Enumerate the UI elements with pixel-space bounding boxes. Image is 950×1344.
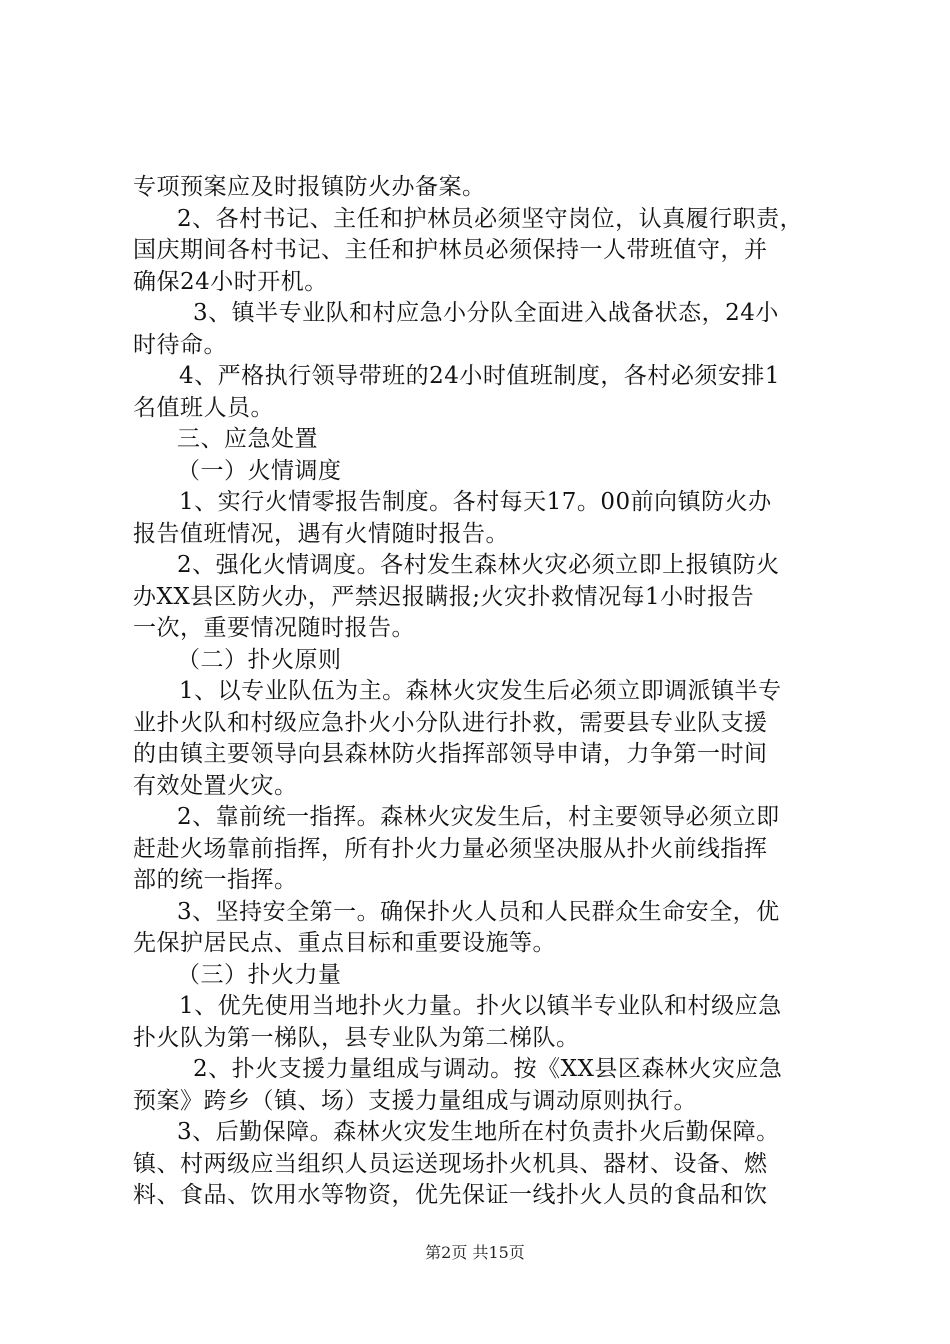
text-line: 报告值班情况，遇有火情随时报告。 [133,520,509,547]
text-line: 有效处置火灾。 [133,772,298,799]
text-line: 三、应急处置 [177,426,318,452]
text-line: 2、各村书记、主任和护林员必须坚守岗位，认真履行职责， [177,205,804,232]
text-line: 扑火队为第一梯队，县专业队为第二梯队。 [133,1024,580,1051]
text-line: 2、靠前统一指挥。森林火灾发生后，村主要领导必须立即 [177,804,780,830]
text-line: （三）扑火力量 [177,961,342,988]
page-footer: 第2页 共15页 [425,1243,525,1262]
text-line: 先保护居民点、重点目标和重要设施等。 [133,930,556,956]
text-line: 业扑火队和村级应急扑火小分队进行扑救，需要县专业队支援 [133,709,768,736]
text-line: 时待命。 [133,331,227,358]
text-line: 1、优先使用当地扑火力量。扑火以镇半专业队和村级应急 [179,993,782,1019]
text-line: 一次，重要情况随时报告。 [133,615,415,641]
text-line: 确保24小时开机。 [133,268,328,295]
text-line: 3、坚持安全第一。确保扑火人员和人民群众生命安全，优 [177,898,780,925]
text-line: 赶赴火场靠前指挥，所有扑火力量必须坚决服从扑火前线指挥 [133,835,768,862]
text-line: 料、食品、饮用水等物资，优先保证一线扑火人员的食品和饮 [133,1182,768,1208]
text-line: 办XX县区防火办，严禁迟报瞒报;火灾扑救情况每1小时报告 [133,583,755,610]
text-line: 1、实行火情零报告制度。各村每天17。00前向镇防火办 [179,489,772,515]
text-line: 镇、村两级应当组织人员运送现场扑火机具、器材、设备、燃 [133,1150,768,1177]
text-line: 2、扑火支援力量组成与调动。按《XX县区森林火灾应急 [193,1056,783,1082]
text-line: 2、强化火情调度。各村发生森林火灾必须立即上报镇防火 [177,552,780,578]
text-line: （二）扑火原则 [177,646,342,673]
text-line: 预案》跨乡（镇、场）支援力量组成与调动原则执行。 [133,1087,697,1114]
text-line: 1、以专业队伍为主。森林火灾发生后必须立即调派镇半专 [179,678,782,704]
text-line: 4、严格执行领导带班的24小时值班制度，各村必须安排1 [179,363,781,389]
document-body [133,172,833,1212]
text-line: 国庆期间各村书记、主任和护林员必须保持一人带班值守，并 [133,237,768,263]
text-line: 名值班人员。 [133,394,274,421]
text-line: 3、后勤保障。森林火灾发生地所在村负责扑火后勤保障。 [177,1119,780,1145]
text-line: 的由镇主要领导向县森林防火指挥部领导申请，力争第一时间 [133,741,768,767]
text-line: （一）火情调度 [177,457,342,484]
text-line: 部的统一指挥。 [133,867,298,893]
text-line: 专项预案应及时报镇防火办备案。 [133,174,486,200]
text-line: 3、镇半专业队和村应急小分队全面进入战备状态，24小 [193,300,779,326]
